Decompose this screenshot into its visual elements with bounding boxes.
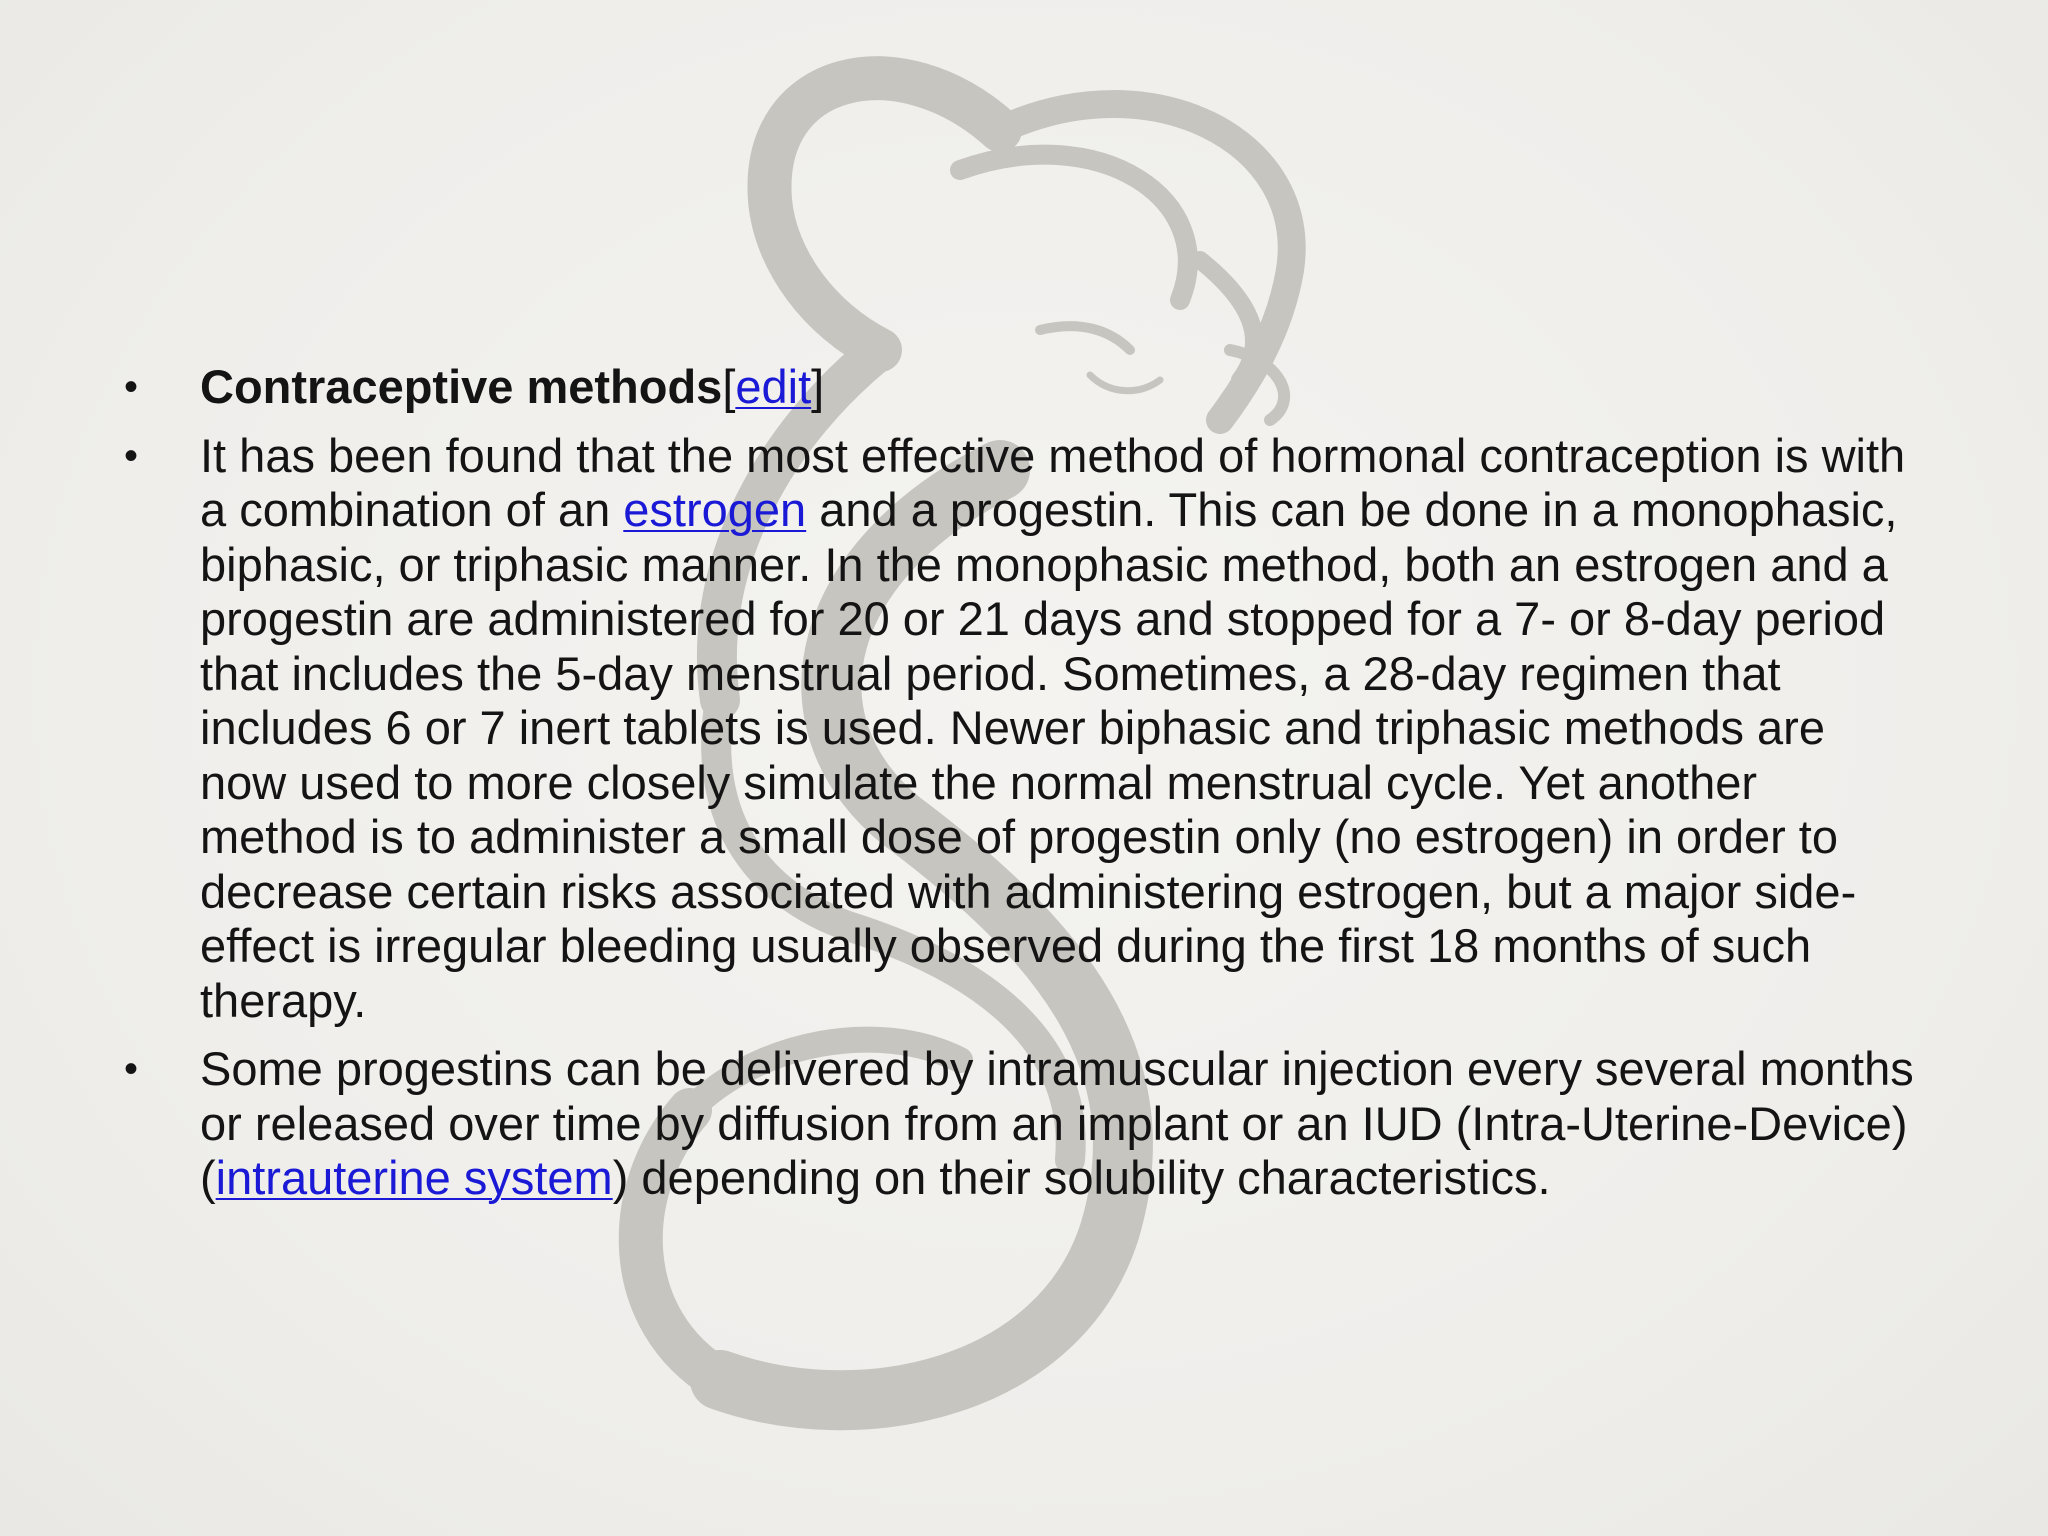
section-heading: Contraceptive methods: [200, 360, 723, 413]
bullet-icon: •: [124, 433, 139, 478]
bullet-contraceptive-methods: [118, 360, 1918, 415]
edit-link[interactable]: edit: [735, 360, 812, 413]
estrogen-link[interactable]: estrogen: [623, 483, 807, 536]
paragraph-text-end: and a progestin. This can be done in a monophasic, biphasic, or triphasic manner. In the monophasic method, both an estrogen and a progestin are administered for 20 or 21 days and stopped for a 7- or 8-day period that includes the 5-day menstrual period. Sometimes, a 28-day regimen that includes 6 or 7 inert tablets is used. Newer biphasic and triphasic methods are now used to more closely simulate the normal menstrual cycle. Yet another method is to administer a small dose of progestin only (no estrogen) in order to decrease certain risks associated with administering estrogen, but a major side-effect is irregular bleeding usually observed during the first 18 months of such therapy.: [200, 483, 1898, 1027]
bullet-icon: •: [124, 365, 139, 409]
intrauterine-system-link[interactable]: intrauterine system: [215, 1151, 613, 1204]
bullet-icon: •: [124, 1047, 139, 1091]
slide-content: [118, 360, 1918, 1220]
paragraph-text-start: Some progestins can be delivered by intramuscular injection every several months or released over time by diffusion from an implant or an IUD (Intra-Uterine-Device) (: [200, 1042, 1914, 1204]
bullet-list: [118, 360, 1918, 1206]
bullet-progestin-delivery: [118, 1042, 1918, 1206]
paragraph-text-start: It has been found that the most effective method of hormonal contraception is with a combination of an: [200, 428, 1906, 536]
paragraph-text-end: ) depending on their solubility characteristics.: [612, 1151, 1551, 1204]
bracket-open: [: [722, 360, 736, 413]
bullet-combination-method: [118, 429, 1918, 1029]
bracket-close: ]: [811, 360, 825, 413]
